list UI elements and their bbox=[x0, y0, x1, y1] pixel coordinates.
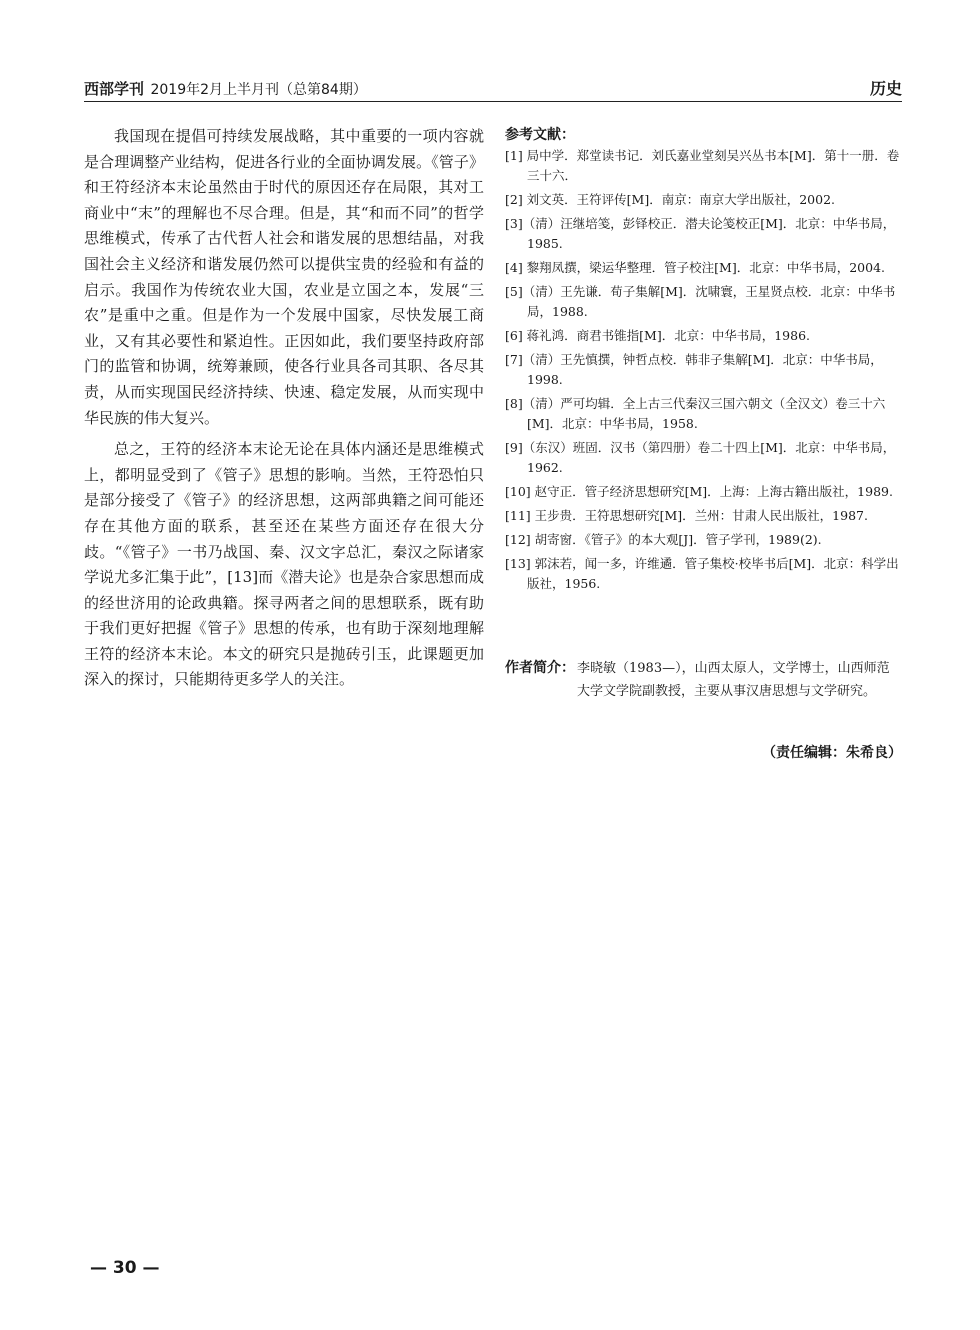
author-bio-text: 李晓敏（1983—），山西太原人，文学博士，山西师范大学文学院副教授，主要从事汉唐思想与文学研究。 bbox=[577, 661, 890, 699]
reference-item: [1] 局中学．郑堂读书记．刘氏嘉业堂刻吴兴丛书本[M]．第十一册．卷三十六． bbox=[505, 148, 900, 183]
references-column bbox=[505, 124, 902, 598]
reference-item: [7]（清）王先慎撰，钟哲点校．韩非子集解[M]．北京：中华书局，1998. bbox=[505, 352, 883, 387]
reference-item: [4] 黎翔凤撰，梁运华整理．管子校注[M]．北京：中华书局，2004. bbox=[505, 260, 886, 275]
body-text-column bbox=[84, 124, 484, 699]
body-paragraph-1: 我国现在提倡可持续发展战略，其中重要的一项内容就是合理调整产业结构，促进各行业的全面协调发展。《管子》和王符经济本末论虽然由于时代的原因还存在局限，其对工商业中“末”的理解也不尽合理。但是，其“和而不同”的哲学思维模式，传承了古代哲人社会和谐发展的思想结晶，对我国社会主义经济和谐发展仍然可以提供宝贵的经验和有益的启示。我国作为传统农业大国，农业是立国之本，发展“三农”是重中之重。但是作为一个发展中国家，尽快发展工商业，又有其必要性和紧迫性。正因如此，我们要坚持政府部门的监管和协调，统筹兼顾，使各行业具各司其职、各尽其责，从而实现国民经济持续、快速、稳定发展，从而实现中华民族的伟大复兴。 bbox=[84, 127, 484, 427]
reference-item: [10] 赵守正．管子经济思想研究[M]．上海：上海古籍出版社，1989. bbox=[505, 484, 893, 499]
author-bio-label: 作者简介： bbox=[505, 660, 575, 676]
issue-info: 2019年2月上半月刊（总第84期） bbox=[150, 82, 367, 98]
author-bio bbox=[505, 657, 902, 703]
page-number: — 30 — bbox=[90, 1258, 160, 1278]
section-label: 历史 bbox=[869, 79, 902, 98]
reference-list bbox=[505, 146, 902, 594]
reference-item: [3]（清）汪继培笺，彭铎校正．潜夫论笺校正[M]．北京：中华书局，1985. bbox=[505, 216, 896, 251]
journal-issue-line bbox=[84, 78, 367, 99]
journal-name: 西部学刊 bbox=[84, 80, 145, 98]
body-paragraph-2: 总之，王符的经济本末论无论在具体内涵还是思维模式上，都明显受到了《管子》思想的影响。当然，王符恐怕只是部分接受了《管子》的经济思想，这两部典籍之间可能还存在其他方面的联系，甚至还在某些方面还存在很大分歧。“《管子》一书乃战国、秦、汉文字总汇，秦汉之际诸家学说尤多汇集于此”，[13]而《潜夫论》也是杂合家思想而成的经世济用的论政典籍。探寻两者之间的思想联系，既有助于我们更好把握《管子》思想的传承，也有助于深刻地理解王符的经济本末论。本文的研究只是抛砖引玉，此课题更加深入的探讨，只能期待更多学人的关注。 bbox=[84, 440, 484, 689]
reference-item: [6] 蒋礼鸿．商君书锥指[M]．北京：中华书局，1986. bbox=[505, 328, 811, 343]
header-rule bbox=[84, 101, 902, 102]
reference-item: [12] 胡寄窗．《管子》的本大观[J]．管子学刊，1989(2). bbox=[505, 532, 822, 547]
reference-item: [2] 刘文英．王符评传[M]．南京：南京大学出版社，2002. bbox=[505, 192, 836, 207]
running-header bbox=[84, 76, 902, 100]
reference-item: [9]（东汉）班固．汉书（第四册）卷二十四上[M]．北京：中华书局，1962. bbox=[505, 440, 896, 475]
reference-item: [13] 郭沫若，闻一多，许维遹．管子集校·校毕书后[M]．北京：科学出版社，1956. bbox=[505, 556, 899, 591]
references-heading: 参考文献： bbox=[505, 127, 575, 143]
editor-note: （责任编辑：朱希良） bbox=[762, 745, 902, 761]
reference-item: [5]（清）王先谦．荀子集解[M]．沈啸寰，王星贤点校．北京：中华书局，1988. bbox=[505, 284, 896, 319]
reference-item: [11] 王步贵．王符思想研究[M]．兰州：甘肃人民出版社，1987. bbox=[505, 508, 868, 523]
reference-item: [8]（清）严可均辑．全上古三代秦汉三国六朝文（全汉文）卷三十六[M]．北京：中华书局，1958. bbox=[505, 396, 886, 431]
